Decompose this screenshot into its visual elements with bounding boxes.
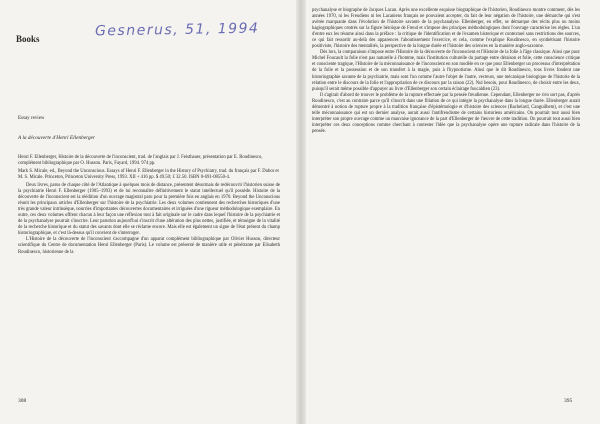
book-gutter [296, 0, 306, 424]
right-body-text [312, 8, 580, 135]
page-number-left: 308 [18, 398, 27, 404]
right-page [306, 0, 600, 424]
section-heading: Books [16, 34, 40, 44]
paragraph: Deux livres, parus de chaque côté de l'Atlantique à quelques mois de distance, présentent désormais de redécouvrir l'historien suisse de la psychiatrie Henri F. Ellenberger (1905–1993) et de lui reconnaître définitivement le statut intellectuel qu'il possède. Histoire de la découverte de l'inconscient est la réédition d'un ouvrage magistral paru pour la première fois en anglais en 1970. Beyond the Unconscious réunit les principaux articles d'Ellenberger sur l'histoire de la psychiatrie. Les deux volumes contiennent des recherches historiques d'une très grande valeur intrinsèque, nourries d'importantes découvertes documentaires et irriguées d'une rigueur méthodologique exemplaire. En outre, ces deux volumes offrent chacun à leur façon une réflexion tout à fait originale sur le cadre dans lequel l'histoire de la psychiatrie et de la psychanalyse pourrait s'inscrire. Leur parution aujourd'hui s'inscrit d'une altération des plus nettes, justifiée, et témoigne de la vitalité de la recherche historique et du statut des savants dont elle se réclame encore. Mais elle est également un signe de l'état présent du champ historiographique, et c'est là-dessus qu'il convient de s'interroger. [18, 183, 280, 237]
paragraph: Dès lors, la comparaison s'impose entre l'Histoire de la découverte de l'inconscient et l'Histoire de la folie à l'âge classique. Ainsi que pour Michel Foucault la folie n'est pas naturelle à l'homme, mais l'institution culturelle du partage entre déraison et folie, cette conscience critique et consciente tragique, l'Histoire de la méconnaissance de l'inconscient en son modèle en ce que pour Ellenberger un processus d'interprétation de la folie et la possession et de son transfert à la magie, puis à l'hypnotisme. Ainsi que le dit Roudinesco, tous livres fondent une historiographie savante de la psychiatrie, mais sont l'un comme l'autre l'objet de l'autre, vecteurs, une mécanique biologique de l'historie de la relation entre le discours de la folie et l'appropriation de ce discours par la raison (22). Nul besoin, pour Roudinesco, de choisir entre les deux, puisqu'il serait même possible d'appuyer au livre d'Ellenberger son certain éclairage foucaldien (23). [312, 50, 580, 92]
reviewed-books-list [18, 155, 280, 183]
paragraph: psychanalyse et biographe de Jacques Lacan. Après une excellente esquisse biographique de l'historien, Roudinesco montre comment, dès les années 1970, ni les Freudiens ni les Lacaniens français ne pouvaient accepter, du fait de leur négation de l'histoire, une démarche qui s'est avérée marquante dans l'évolution de l'histoire savante de la psychanalyse. Ellenberger, en effet, se démarque des récits plus ou moins hagiographiques centrés sur la figure héroïque de Freud et s'impose des principes méthodologiques dont l'ouvrage caractérise les règles. L'un d'entre eux les résume ainsi dans la préface : la critique de l'identification et de l'examen historique et contextuel sans restrictions des sources, ce qui fait ressortir au-delà des apparences l'aboutissement l'exercice, et cela, comme l'explique Roudinesco, en synthétisant l'histoire positiviste, l'histoire des mentalités, la perspective de la longue durée et l'histoire des sciences en la manière anglo-saxonne. [312, 8, 580, 50]
review-title: A la découverte d'Henri Ellenberger [18, 135, 96, 141]
book-reference: Henri F. Ellenberger, Histoire de la découverte de l'inconscient, trad. de l'anglais par J. Feisthauer, présentation par E. Roudinesco, complément bibliographique par O. Husson. Paris, Fayard, 1994. 974 pp. [18, 155, 263, 167]
handwritten-annotation: Gesnerus, 51, 1994 [94, 20, 260, 40]
review-label: Essay review [18, 116, 45, 121]
book-reference: Mark S. Micale, ed., Beyond the Unconscious. Essays of Henri F. Ellenberger in the History of Psychiatry, trad. du français par F. Dubor et M. S. Micale. Princeton, Princeton University Press, 1993. XII + 416 pp. $ 49.50; £ 32.50. ISBN 0-691-08550-4. [18, 168, 279, 181]
left-page [0, 0, 296, 424]
paragraph: L'Histoire de la découverte de l'inconscient s'accompagne d'un apparat complément bibliographique par Olivier Husson, directeur scientifique du Centre de documentation Henri Ellenberger (Paris). Le volume est présenté de manière utile et pénétrante par Elisabeth Roudinesco, historienne de la [18, 237, 280, 255]
paragraph: Il s'agirait d'abord de trouver le problème de la rupture effectuée par la pensée freudienne. Cependant, Ellenberger ne s'en sort pas, d'après Roudinesco, c'est au contraire parce qu'il s'inscrit dans une filiation de ce qui intègre la psychanalyse dans la longue durée. Ellenberger aurait démontré à notion de rupture propre à la tradition française d'épistémologie et d'histoire des sciences (Bachelard, Canguilhem), et c'est une telle méconnaissance qui est un dernier analyse, aurait aussi l'antifreudisme de certains historiens américains. On pourrait tout aussi bien interpréter son propre ouvrage comme un mauvaise ignorance de la part d'Ellenberger de l'œuvre de cette tradition. On pourrait tout aussi bien interpréter ces deux conceptions comme cherchant à contester l'idée que la psychanalyse opère une rupture radicale dans l'histoire de la pensée. [312, 92, 580, 134]
page-number-right: 395 [564, 398, 573, 404]
left-body-text [18, 183, 280, 256]
